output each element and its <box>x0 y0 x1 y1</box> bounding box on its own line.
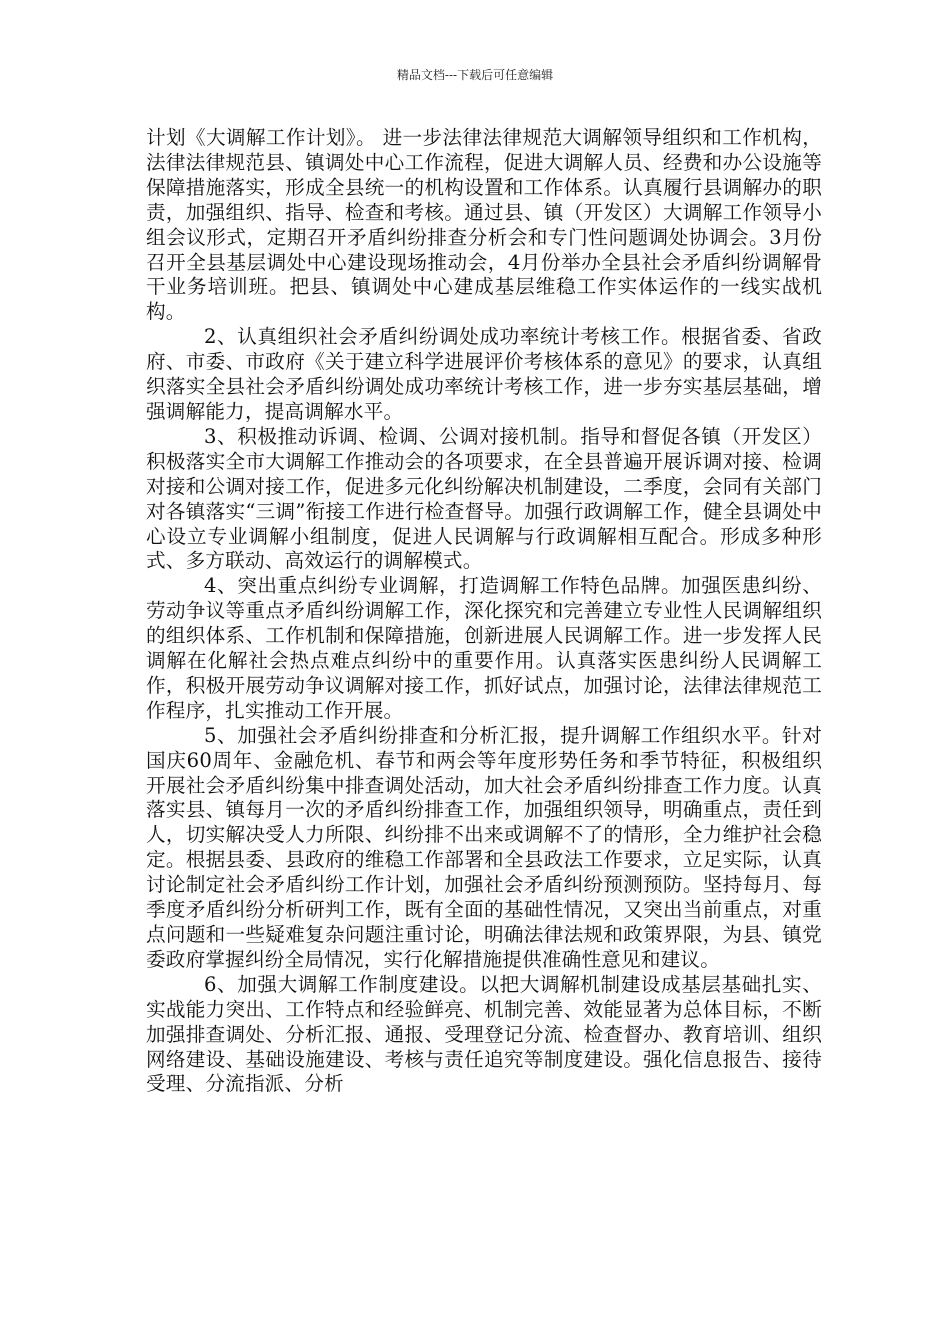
page-header: 精品文档---下载后可任意编辑 <box>396 68 554 82</box>
paragraph-5: 5、加强社会矛盾纠纷排查和分析汇报，提升调解工作组织水平。针对国庆60周年、金融危机、春节和两会等年度形势任务和季节特征，积极组织开展社会矛盾纠纷集中排查调处活动，加大社会矛盾纠纷排查工作力度。认真落实县、镇每月一次的矛盾纠纷排查工作，加强组织领导，明确重点，责任到人，切实解决受人力所限、纠纷排不出来或调解不了的情形，全力维护社会稳定。根据县委、县政府的维稳工作部署和全县政法工作要求，立足实际，认真讨论制定社会矛盾纠纷工作计划，加强社会矛盾纠纷预测预防。坚持每月、每季度矛盾纠纷分析研判工作，既有全面的基础性情况，又突出当前重点，对重点问题和一些疑难复杂问题注重讨论，明确法律法规和政策界限，为县、镇党委政府掌握纠纷全局情况，实行化解措施提供准确性意见和建议。 <box>146 723 822 971</box>
paragraph-3: 3、积极推动诉调、检调、公调对接机制。指导和督促各镇（开发区）积极落实全市大调解工作推动会的各项要求，在全县普遍开展诉调对接、检调对接和公调对接工作，促进多元化纠纷解决机制建设，二季度，会同有关部门对各镇落实“三调”衔接工作进行检查督导。加强行政调解工作，健全县调处中心设立专业调解小组制度，促进人民调解与行政调解相互配合。形成多种形式、多方联动、高效运行的调解模式。 <box>146 424 822 573</box>
paragraph-1: 计划《大调解工作计划》。 进一步法律法律规范大调解领导组织和工作机构，法律法律规范县、镇调处中心工作流程，促进大调解人员、经费和办公设施等保障措施落实，形成全县统一的机构设置和工作体系。认真履行县调解办的职责，加强组织、指导、检查和考核。通过县、镇（开发区）大调解工作领导小组会议形式，定期召开矛盾纠纷排查分析会和专门性问题调处协调会。3月份召开全县基层调处中心建设现场推动会，4月份举办全县社会矛盾纠纷调解骨干业务培训班。把县、镇调处中心建成基层维稳工作实体运作的一线实战机构。 <box>146 126 822 324</box>
paragraph-4: 4、突出重点纠纷专业调解，打造调解工作特色品牌。加强医患纠纷、劳动争议等重点矛盾纠纷调解工作，深化探究和完善建立专业性人民调解组织的组织体系、工作机制和保障措施，创新进展人民调解工作。进一步发挥人民调解在化解社会热点难点纠纷中的重要作用。认真落实医患纠纷人民调解工作，积极开展劳动争议调解对接工作，抓好试点，加强讨论，法律法律规范工作程序，扎实推动工作开展。 <box>146 574 822 722</box>
document-body <box>146 126 822 1097</box>
paragraph-2: 2、认真组织社会矛盾纠纷调处成功率统计考核工作。根据省委、省政府、市委、市政府《关于建立科学进展评价考核体系的意见》的要求，认真组织落实全县社会矛盾纠纷调处成功率统计考核工作，进一步夯实基层基础，增强调解能力，提高调解水平。 <box>146 325 822 423</box>
paragraph-6: 6、加强大调解工作制度建设。以把大调解机制建设成基层基础扎实、实战能力突出、工作特点和经验鲜亮、机制完善、效能显著为总体目标，不断加强排查调处、分析汇报、通报、受理登记分流、检查督办、教育培训、组织网络建设、基础设施建设、考核与责任追究等制度建设。强化信息报告、接待受理、分流指派、分析 <box>146 972 822 1096</box>
